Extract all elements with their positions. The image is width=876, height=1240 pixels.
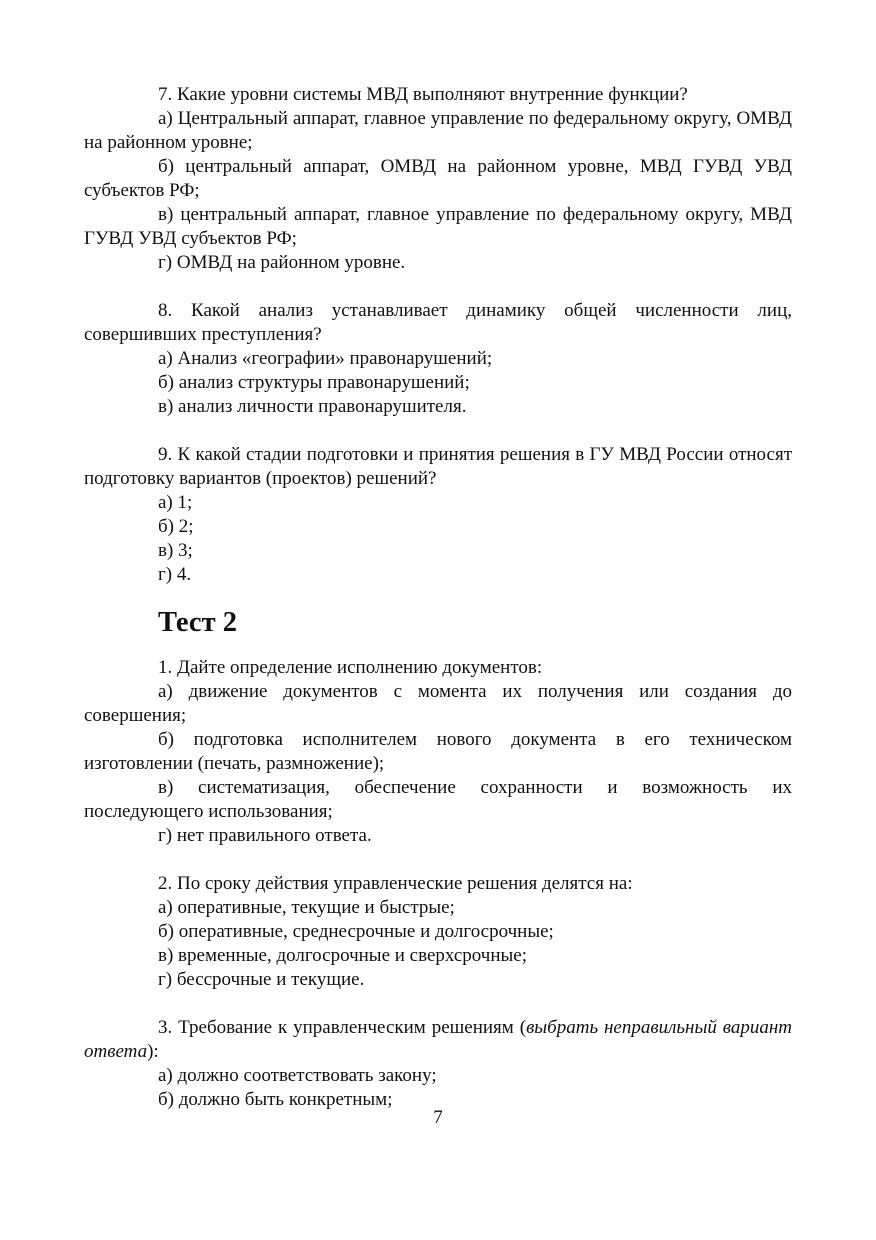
question-text-start: 3. Требование к управленческим решениям ( (158, 1017, 527, 1038)
answer-option: б) 2; (158, 516, 194, 537)
question-9 (84, 443, 792, 587)
question-7 (84, 83, 792, 275)
answer-option: в) временные, долгосрочные и сверхсрочные; (158, 945, 527, 966)
answer-option: а) оперативные, текущие и быстрые; (158, 897, 455, 918)
test2-question-1 (84, 656, 792, 848)
answer-option: а) Анализ «географии» правонарушений; (158, 348, 493, 369)
question-text: 7. Какие уровни системы МВД выполняют внутренние функции? (158, 84, 688, 105)
section-heading: Тест 2 (158, 607, 237, 638)
question-text: 2. По сроку действия управленческие решения делятся на: (158, 873, 633, 894)
question-text (84, 1016, 792, 1064)
answer-option: б) подготовка исполнителем нового документа в его техническом изготовлении (печать, размножение); (84, 729, 792, 774)
answer-option: а) движение документов с момента их получения или создания до совершения; (84, 681, 792, 726)
test2-question-2 (84, 872, 792, 992)
question-text-end: ): (147, 1041, 159, 1062)
answer-option: в) 3; (158, 540, 193, 561)
test2-question-3 (84, 1016, 792, 1112)
question-text-italic: выбрать неправильный вариант ответа (84, 1017, 793, 1062)
answer-option: б) должно быть конкретным; (158, 1089, 393, 1110)
answer-option: г) ОМВД на районном уровне. (158, 252, 406, 273)
answer-option: г) нет правильного ответа. (158, 825, 372, 846)
question-text: 8. Какой анализ устанавливает динамику общей численности лиц, совершивших преступления? (84, 300, 792, 345)
question-8 (84, 299, 792, 419)
answer-option: в) центральный аппарат, главное управление по федеральному округу, МВД ГУВД УВД субъектов РФ; (84, 204, 792, 249)
question-text: 1. Дайте определение исполнению документов: (158, 657, 543, 678)
answer-option: б) анализ структуры правонарушений; (158, 372, 470, 393)
answer-option: а) Центральный аппарат, главное управление по федеральному округу, ОМВД на районном уровне; (84, 108, 792, 153)
answer-option: г) 4. (158, 564, 192, 585)
answer-option: г) бессрочные и текущие. (158, 969, 365, 990)
answer-option: а) 1; (158, 492, 193, 513)
answer-option: в) анализ личности правонарушителя. (158, 396, 467, 417)
page-content (84, 83, 792, 1112)
question-text: 9. К какой стадии подготовки и принятия решения в ГУ МВД России относят подготовку вариантов (проектов) решений? (84, 444, 792, 489)
answer-option: а) должно соответствовать закону; (158, 1065, 437, 1086)
answer-option: б) оперативные, среднесрочные и долгосрочные; (158, 921, 554, 942)
answer-option: б) центральный аппарат, ОМВД на районном уровне, МВД ГУВД УВД субъектов РФ; (84, 156, 792, 201)
answer-option: в) систематизация, обеспечение сохранности и возможность их последующего использования; (84, 777, 792, 822)
page-number: 7 (433, 1107, 443, 1128)
